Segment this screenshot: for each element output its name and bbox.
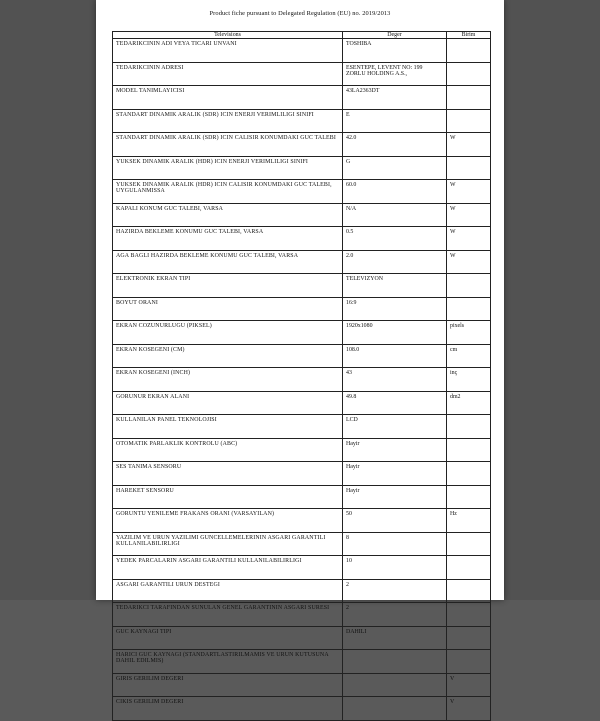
row-value: G [343, 156, 447, 180]
row-label: AGA BAGLI HAZIRDA BEKLEME KONUMU GUC TALEBI, VARSA [113, 250, 343, 274]
row-unit: dm2 [447, 391, 491, 415]
row-unit: inç [447, 368, 491, 392]
row-label: HARICI GUC KAYNAGI (STANDARTLASTIRILMAMIS VE URUN KUTUSUNA DAHIL EDILMIS) [113, 650, 343, 674]
row-label: GORUNTU YENILEME FRAKANS ORANI (VARSAYILAN) [113, 509, 343, 533]
row-unit [447, 39, 491, 63]
row-unit [447, 274, 491, 298]
table-row [113, 156, 491, 180]
table-row [113, 462, 491, 486]
row-value: Hayir [343, 462, 447, 486]
table-row [113, 133, 491, 157]
row-value: TELEVIZYON [343, 274, 447, 298]
row-value: 2 [343, 579, 447, 603]
row-value: 42.0 [343, 133, 447, 157]
document-page [96, 0, 504, 706]
row-value: 49.8 [343, 391, 447, 415]
row-label: TEDARIKCININ ADI VEYA TICARI UNVANI [113, 39, 343, 63]
table-row [113, 62, 491, 86]
row-unit [447, 462, 491, 486]
table-row [113, 697, 491, 721]
row-label: ELEKTRONIK EKRAN TIPI [113, 274, 343, 298]
row-label: EKRAN KOSEGENI (CM) [113, 344, 343, 368]
row-value [343, 697, 447, 721]
table-row [113, 109, 491, 133]
row-label: GORUNUR EKRAN ALANI [113, 391, 343, 415]
row-value: 8 [343, 532, 447, 556]
row-unit: Hz [447, 509, 491, 533]
table-row [113, 297, 491, 321]
row-unit: V [447, 697, 491, 721]
table-row [113, 180, 491, 204]
row-value: 1920x1080 [343, 321, 447, 345]
row-unit [447, 297, 491, 321]
row-label: YEDEK PARCALARIN ASGARI GARANTILI KULLANILABILIRLIGI [113, 556, 343, 580]
row-value: LCD [343, 415, 447, 439]
row-label: SES TANIMA SENSORU [113, 462, 343, 486]
row-unit: pixels [447, 321, 491, 345]
row-value: 0.5 [343, 227, 447, 251]
row-value: 10 [343, 556, 447, 580]
row-label: YAZILIM VE URUN YAZILIMI GUNCELLEMELERININ ASGARI GARANTILI KULLANILABILIRLIGI [113, 532, 343, 556]
row-value: E [343, 109, 447, 133]
row-label: MODEL TANIMLAYICISI [113, 86, 343, 110]
row-unit [447, 556, 491, 580]
row-unit: W [447, 250, 491, 274]
product-fiche-table [112, 31, 491, 721]
row-label: HAREKET SENSORU [113, 485, 343, 509]
table-row [113, 86, 491, 110]
table-row [113, 415, 491, 439]
row-value: 108.0 [343, 344, 447, 368]
row-unit: W [447, 180, 491, 204]
row-label: TEDARIKCININ ADRESI [113, 62, 343, 86]
row-label: GIRIS GERILIM DEGERI [113, 673, 343, 697]
row-label: EKRAN COZUNURLUGU (PIKSEL) [113, 321, 343, 345]
row-unit [447, 603, 491, 627]
row-unit [447, 109, 491, 133]
row-label: OTOMATIK PARLAKLIK KONTROLU (ABC) [113, 438, 343, 462]
table-row [113, 626, 491, 650]
table-row [113, 438, 491, 462]
row-label: EKRAN KOSEGENI (INCH) [113, 368, 343, 392]
table-row [113, 274, 491, 298]
row-unit [447, 86, 491, 110]
row-unit [447, 485, 491, 509]
table-row [113, 227, 491, 251]
row-value: 43 [343, 368, 447, 392]
row-label: CIKIS GERILIM DEGERI [113, 697, 343, 721]
table-row [113, 556, 491, 580]
row-value: 2 [343, 603, 447, 627]
row-label: YUKSEK DINAMIK ARALIK (HDR) ICIN ENERJI VERIMLILIGI SINIFI [113, 156, 343, 180]
row-unit: W [447, 133, 491, 157]
header-deger: Deger [343, 32, 447, 39]
table-row [113, 603, 491, 627]
row-value: 2.0 [343, 250, 447, 274]
row-value: Hayir [343, 438, 447, 462]
table-row [113, 532, 491, 556]
row-label: STANDART DINAMIK ARALIK (SDR) ICIN ENERJI VERIMLILIGI SINIFI [113, 109, 343, 133]
row-value: DAHILI [343, 626, 447, 650]
row-label: BOYUT ORANI [113, 297, 343, 321]
row-label: HAZIRDA BEKLEME KONUMU GUC TALEBI, VARSA [113, 227, 343, 251]
row-value: 50 [343, 509, 447, 533]
table-row [113, 650, 491, 674]
table-row [113, 39, 491, 63]
document-title: Product fiche pursuant to Delegated Regulation (EU) no. 2019/2013 [209, 10, 391, 17]
table-row [113, 368, 491, 392]
row-label: KULLANILAN PANEL TEKNOLOJISI [113, 415, 343, 439]
header-televisions: Televisions [113, 32, 343, 39]
row-value: 16:9 [343, 297, 447, 321]
row-unit [447, 626, 491, 650]
row-label: ASGARI GARANTILI URUN DESTEGI [113, 579, 343, 603]
row-unit: V [447, 673, 491, 697]
row-label: YUKSEK DINAMIK ARALIK (HDR) ICIN CALISIR KONUMDAKI GUC TALEBI, UYGULANMISSA [113, 180, 343, 204]
row-unit: W [447, 203, 491, 227]
row-value: Hayir [343, 485, 447, 509]
row-label: TEDARIKCI TARAFINDAN SUNULAN GENEL GARANTININ ASGARI SURESI [113, 603, 343, 627]
table-row [113, 579, 491, 603]
row-unit [447, 62, 491, 86]
table-row [113, 391, 491, 415]
row-label: KAPALI KONUM GUC TALEBI, VARSA [113, 203, 343, 227]
row-label: GUC KAYNAGI TIPI [113, 626, 343, 650]
table-row [113, 344, 491, 368]
row-value: ESENTEPE, LEVENT NO: 199 ZORLU HOLDING A.S., [343, 62, 447, 86]
row-value: N/A [343, 203, 447, 227]
table-row [113, 509, 491, 533]
row-label: STANDART DINAMIK ARALIK (SDR) ICIN CALISIR KONUMDAKI GUC TALEBI [113, 133, 343, 157]
table-header-row [113, 32, 491, 39]
row-value: 60.0 [343, 180, 447, 204]
table-row [113, 673, 491, 697]
row-unit [447, 156, 491, 180]
row-unit [447, 415, 491, 439]
row-unit: cm [447, 344, 491, 368]
row-value: TOSHIBA [343, 39, 447, 63]
row-unit [447, 579, 491, 603]
row-value [343, 650, 447, 674]
table-row [113, 321, 491, 345]
table-row [113, 203, 491, 227]
row-unit [447, 650, 491, 674]
table-row [113, 250, 491, 274]
row-unit [447, 438, 491, 462]
row-unit [447, 532, 491, 556]
table-row [113, 485, 491, 509]
header-birim: Birim [447, 32, 491, 39]
row-value: 43LA2363DT [343, 86, 447, 110]
row-value [343, 673, 447, 697]
row-unit: W [447, 227, 491, 251]
